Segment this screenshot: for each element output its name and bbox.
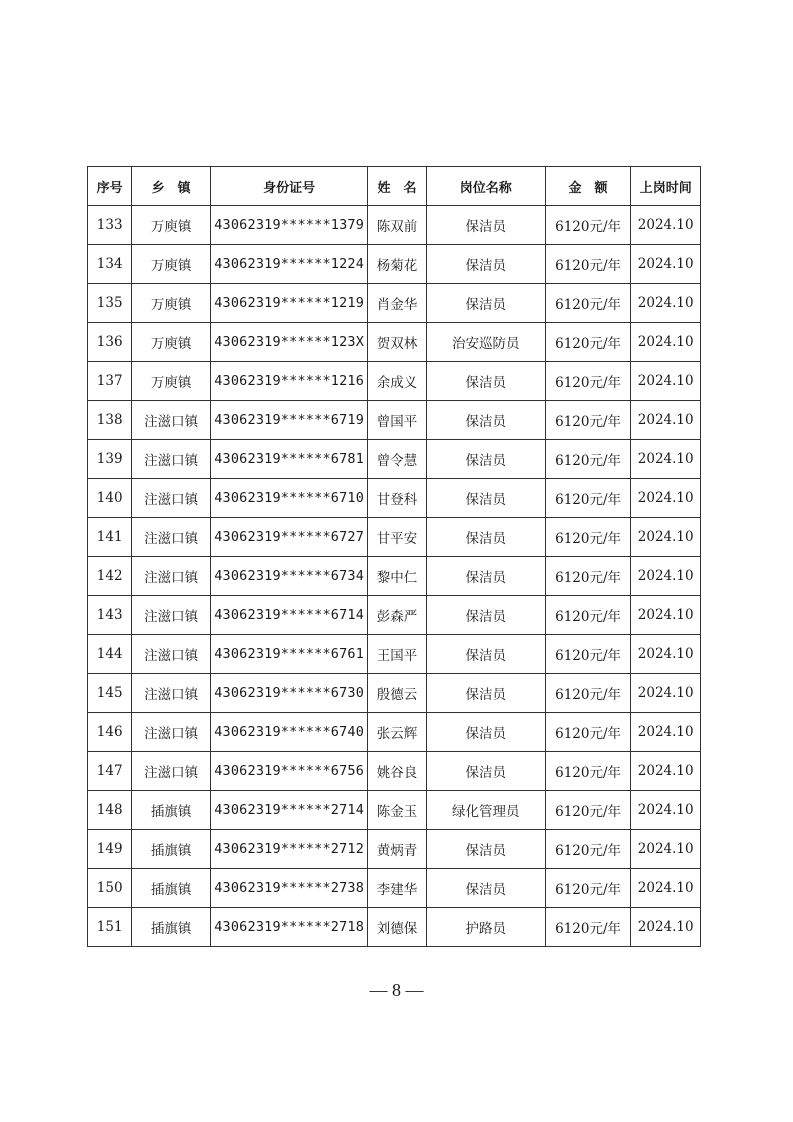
cell-town: 万庾镇 xyxy=(132,206,211,245)
cell-serial: 133 xyxy=(88,206,132,245)
cell-id-number: 43062319******2738 xyxy=(211,869,368,908)
cell-post: 保洁员 xyxy=(426,362,545,401)
header-amount: 金 额 xyxy=(545,167,631,206)
cell-serial: 139 xyxy=(88,440,132,479)
cell-amount: 6120元/年 xyxy=(545,440,631,479)
table-row xyxy=(88,440,701,479)
table-row xyxy=(88,869,701,908)
cell-name: 殷德云 xyxy=(368,674,426,713)
cell-serial: 148 xyxy=(88,791,132,830)
cell-serial: 149 xyxy=(88,830,132,869)
cell-id-number: 43062319******6719 xyxy=(211,401,368,440)
cell-start-date: 2024.10 xyxy=(631,596,701,635)
staff-table xyxy=(87,166,701,947)
cell-amount: 6120元/年 xyxy=(545,323,631,362)
cell-amount: 6120元/年 xyxy=(545,752,631,791)
cell-serial: 147 xyxy=(88,752,132,791)
cell-post: 保洁员 xyxy=(426,674,545,713)
cell-post: 保洁员 xyxy=(426,479,545,518)
cell-serial: 141 xyxy=(88,518,132,557)
cell-amount: 6120元/年 xyxy=(545,830,631,869)
cell-name: 刘德保 xyxy=(368,908,426,947)
cell-serial: 145 xyxy=(88,674,132,713)
cell-town: 注滋口镇 xyxy=(132,596,211,635)
header-name: 姓 名 xyxy=(368,167,426,206)
cell-amount: 6120元/年 xyxy=(545,596,631,635)
cell-amount: 6120元/年 xyxy=(545,674,631,713)
cell-id-number: 43062319******1379 xyxy=(211,206,368,245)
cell-id-number: 43062319******1224 xyxy=(211,245,368,284)
cell-town: 插旗镇 xyxy=(132,830,211,869)
table-row xyxy=(88,674,701,713)
cell-start-date: 2024.10 xyxy=(631,752,701,791)
table-row xyxy=(88,791,701,830)
header-post: 岗位名称 xyxy=(426,167,545,206)
table-row xyxy=(88,518,701,557)
cell-serial: 137 xyxy=(88,362,132,401)
cell-name: 甘登科 xyxy=(368,479,426,518)
cell-id-number: 43062319******2714 xyxy=(211,791,368,830)
cell-serial: 135 xyxy=(88,284,132,323)
cell-serial: 140 xyxy=(88,479,132,518)
cell-name: 曾国平 xyxy=(368,401,426,440)
cell-name: 张云辉 xyxy=(368,713,426,752)
cell-post: 保洁员 xyxy=(426,518,545,557)
cell-town: 注滋口镇 xyxy=(132,752,211,791)
cell-id-number: 43062319******6727 xyxy=(211,518,368,557)
cell-post: 护路员 xyxy=(426,908,545,947)
cell-post: 保洁员 xyxy=(426,206,545,245)
cell-post: 保洁员 xyxy=(426,713,545,752)
header-start-date: 上岗时间 xyxy=(631,167,701,206)
cell-name: 曾令慧 xyxy=(368,440,426,479)
table-row xyxy=(88,908,701,947)
cell-town: 万庾镇 xyxy=(132,245,211,284)
cell-town: 注滋口镇 xyxy=(132,401,211,440)
cell-start-date: 2024.10 xyxy=(631,791,701,830)
cell-serial: 142 xyxy=(88,557,132,596)
cell-post: 保洁员 xyxy=(426,440,545,479)
cell-name: 余成义 xyxy=(368,362,426,401)
table-row xyxy=(88,401,701,440)
cell-amount: 6120元/年 xyxy=(545,908,631,947)
cell-name: 肖金华 xyxy=(368,284,426,323)
cell-post: 保洁员 xyxy=(426,596,545,635)
cell-town: 插旗镇 xyxy=(132,908,211,947)
cell-town: 注滋口镇 xyxy=(132,440,211,479)
cell-start-date: 2024.10 xyxy=(631,830,701,869)
cell-id-number: 43062319******6740 xyxy=(211,713,368,752)
cell-start-date: 2024.10 xyxy=(631,674,701,713)
cell-name: 杨菊花 xyxy=(368,245,426,284)
cell-town: 注滋口镇 xyxy=(132,518,211,557)
cell-post: 保洁员 xyxy=(426,635,545,674)
cell-serial: 144 xyxy=(88,635,132,674)
cell-name: 彭森严 xyxy=(368,596,426,635)
cell-name: 黄炳青 xyxy=(368,830,426,869)
cell-town: 注滋口镇 xyxy=(132,479,211,518)
cell-post: 保洁员 xyxy=(426,869,545,908)
cell-amount: 6120元/年 xyxy=(545,479,631,518)
cell-amount: 6120元/年 xyxy=(545,635,631,674)
cell-serial: 138 xyxy=(88,401,132,440)
table-row xyxy=(88,206,701,245)
cell-serial: 151 xyxy=(88,908,132,947)
cell-town: 注滋口镇 xyxy=(132,557,211,596)
cell-serial: 146 xyxy=(88,713,132,752)
cell-id-number: 43062319******6734 xyxy=(211,557,368,596)
table-row xyxy=(88,362,701,401)
cell-start-date: 2024.10 xyxy=(631,323,701,362)
cell-post: 保洁员 xyxy=(426,830,545,869)
cell-post: 治安巡防员 xyxy=(426,323,545,362)
cell-post: 保洁员 xyxy=(426,752,545,791)
table-row xyxy=(88,713,701,752)
cell-start-date: 2024.10 xyxy=(631,908,701,947)
table-row xyxy=(88,284,701,323)
cell-id-number: 43062319******1219 xyxy=(211,284,368,323)
cell-amount: 6120元/年 xyxy=(545,284,631,323)
cell-amount: 6120元/年 xyxy=(545,557,631,596)
cell-id-number: 43062319******1216 xyxy=(211,362,368,401)
cell-amount: 6120元/年 xyxy=(545,869,631,908)
cell-name: 贺双林 xyxy=(368,323,426,362)
cell-id-number: 43062319******6714 xyxy=(211,596,368,635)
cell-post: 保洁员 xyxy=(426,557,545,596)
table-row xyxy=(88,557,701,596)
cell-id-number: 43062319******6756 xyxy=(211,752,368,791)
header-town: 乡 镇 xyxy=(132,167,211,206)
cell-id-number: 43062319******6730 xyxy=(211,674,368,713)
cell-id-number: 43062319******6781 xyxy=(211,440,368,479)
cell-name: 陈双前 xyxy=(368,206,426,245)
cell-start-date: 2024.10 xyxy=(631,635,701,674)
cell-id-number: 43062319******2712 xyxy=(211,830,368,869)
cell-town: 注滋口镇 xyxy=(132,635,211,674)
cell-name: 姚谷良 xyxy=(368,752,426,791)
header-id-number: 身份证号 xyxy=(211,167,368,206)
cell-town: 万庾镇 xyxy=(132,284,211,323)
table-row xyxy=(88,596,701,635)
cell-name: 李建华 xyxy=(368,869,426,908)
cell-amount: 6120元/年 xyxy=(545,401,631,440)
table-row xyxy=(88,323,701,362)
cell-id-number: 43062319******123X xyxy=(211,323,368,362)
cell-id-number: 43062319******6710 xyxy=(211,479,368,518)
page-number: — 8 — xyxy=(369,980,424,1000)
cell-town: 万庾镇 xyxy=(132,323,211,362)
cell-serial: 134 xyxy=(88,245,132,284)
cell-start-date: 2024.10 xyxy=(631,557,701,596)
cell-town: 插旗镇 xyxy=(132,869,211,908)
cell-start-date: 2024.10 xyxy=(631,479,701,518)
cell-post: 绿化管理员 xyxy=(426,791,545,830)
cell-amount: 6120元/年 xyxy=(545,362,631,401)
cell-start-date: 2024.10 xyxy=(631,401,701,440)
table-row xyxy=(88,752,701,791)
header-serial: 序号 xyxy=(88,167,132,206)
cell-town: 注滋口镇 xyxy=(132,674,211,713)
cell-town: 注滋口镇 xyxy=(132,713,211,752)
cell-name: 陈金玉 xyxy=(368,791,426,830)
cell-amount: 6120元/年 xyxy=(545,713,631,752)
cell-name: 甘平安 xyxy=(368,518,426,557)
cell-start-date: 2024.10 xyxy=(631,869,701,908)
table-row xyxy=(88,635,701,674)
cell-post: 保洁员 xyxy=(426,284,545,323)
cell-start-date: 2024.10 xyxy=(631,284,701,323)
cell-amount: 6120元/年 xyxy=(545,245,631,284)
cell-amount: 6120元/年 xyxy=(545,206,631,245)
cell-id-number: 43062319******2718 xyxy=(211,908,368,947)
cell-town: 插旗镇 xyxy=(132,791,211,830)
cell-start-date: 2024.10 xyxy=(631,206,701,245)
table-row xyxy=(88,830,701,869)
cell-name: 王国平 xyxy=(368,635,426,674)
table-row xyxy=(88,479,701,518)
cell-start-date: 2024.10 xyxy=(631,440,701,479)
cell-town: 万庾镇 xyxy=(132,362,211,401)
cell-amount: 6120元/年 xyxy=(545,791,631,830)
cell-start-date: 2024.10 xyxy=(631,713,701,752)
cell-name: 黎中仁 xyxy=(368,557,426,596)
table-header-row xyxy=(88,167,701,206)
cell-serial: 143 xyxy=(88,596,132,635)
cell-start-date: 2024.10 xyxy=(631,518,701,557)
cell-serial: 136 xyxy=(88,323,132,362)
cell-post: 保洁员 xyxy=(426,401,545,440)
cell-id-number: 43062319******6761 xyxy=(211,635,368,674)
cell-serial: 150 xyxy=(88,869,132,908)
cell-amount: 6120元/年 xyxy=(545,518,631,557)
cell-start-date: 2024.10 xyxy=(631,362,701,401)
table-row xyxy=(88,245,701,284)
cell-post: 保洁员 xyxy=(426,245,545,284)
cell-start-date: 2024.10 xyxy=(631,245,701,284)
